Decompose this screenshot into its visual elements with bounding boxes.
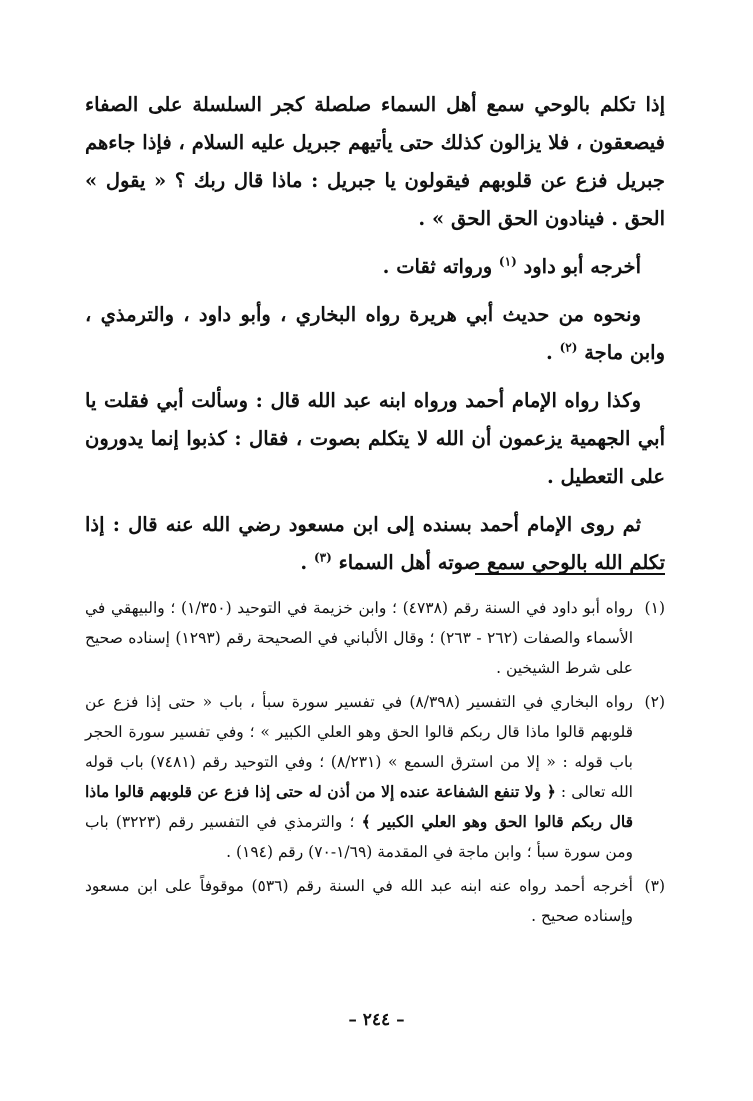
footnote-2 — [85, 687, 665, 867]
paragraph-3 — [85, 296, 665, 372]
paragraph-5-tail: . — [300, 551, 314, 574]
footnote-number: (٣) — [644, 877, 665, 895]
footnote-text: رواه أبو داود في السنة رقم (٤٧٣٨) ؛ وابن خزيمة في التوحيد (١/٣٥٠) ؛ والبيهقي في الأسماء والصفات (٢٦٢ - ٢٦٣) ؛ وقال الألباني في الصحيحة رقم (١٢٩٣) إسناده صحيح على شرط الشيخين . — [85, 599, 634, 677]
paragraph-2 — [85, 248, 665, 286]
footnote-1 — [85, 593, 665, 683]
paragraph-3-text: ونحوه من حديث أبي هريرة رواه البخاري ، وأبو داود ، والترمذي ، وابن ماجة — [85, 303, 665, 364]
main-text — [85, 86, 665, 592]
footnote-divider — [475, 573, 665, 575]
footnote-text-part: رواه البخاري في التفسير (٨/٣٩٨) في تفسير سورة سبأ ، باب « حتى إذا فزع عن قلوبهم قالوا ماذا قال ربكم قالوا الحق وهو العلي الكبير » ؛ وفي تفسير سورة الحجر باب قوله : « إلا من استرق السمع » (٨/٢٣١) ؛ وفي التوحيد رقم (٧٤٨١) باب قوله الله تعالى : — [85, 693, 634, 801]
footnote-number: (٢) — [644, 693, 665, 711]
footnote-text: أخرجه أحمد رواه عنه ابنه عبد الله في السنة رقم (٥٣٦) موقوفاً على ابن مسعود وإسناده صحيح . — [85, 877, 633, 925]
paragraph-3-tail: . — [546, 341, 560, 364]
footnote-3 — [85, 871, 665, 931]
quran-verse: ﴿ ولا تنفع الشفاعة عنده إلا من أذن له حتى إذا فزع عن قلوبهم قالوا ماذا قال ربكم قالوا الحق وهو العلي الكبير ﴾ — [85, 782, 633, 831]
footnote-number: (١) — [644, 599, 665, 617]
paragraph-2-tail: ورواته ثقات . — [382, 255, 499, 278]
paragraph-4: وكذا رواه الإمام أحمد ورواه ابنه عبد الله قال : وسألت أبي فقلت يا أبي الجهمية يزعمون أن الله لا يتكلم بصوت ، فقال : كذبوا إنما يدورون على التعطيل . — [85, 389, 665, 488]
footnotes — [85, 593, 665, 935]
paragraph-5 — [85, 506, 665, 582]
footnote-ref-3: (٣) — [313, 550, 332, 565]
footnote-text — [85, 693, 633, 861]
footnote-text-part: ؛ والترمذي في التفسير رقم (٣٢٢٣) باب ومن سورة سبأ ؛ وابن ماجة في المقدمة (١/٦٩-٧٠) رقم (١٩٤) . — [85, 813, 633, 861]
footnote-ref-1: (١) — [498, 254, 517, 269]
page-number: – ٢٤٤ – — [348, 1010, 405, 1030]
paragraph-5-text: ثم روى الإمام أحمد بسنده إلى ابن مسعود رضي الله عنه قال : إذا تكلم الله بالوحي سمع صوته أهل السماء — [85, 513, 665, 574]
paragraph-1: إذا تكلم بالوحي سمع أهل السماء صلصلة كجر السلسلة على الصفاء فيصعقون ، فلا يزالون كذلك حتى يأتيهم جبريل عليه السلام ، فإذا جاءهم جبريل فزع عن قلوبهم فيقولون يا جبريل : ماذا قال ربك ؟ « يقول » الحق . فينادون الحق الحق » . — [85, 93, 665, 230]
paragraph-2-text: أخرجه أبو داود — [523, 255, 641, 278]
footnote-ref-2: (٢) — [559, 340, 578, 355]
